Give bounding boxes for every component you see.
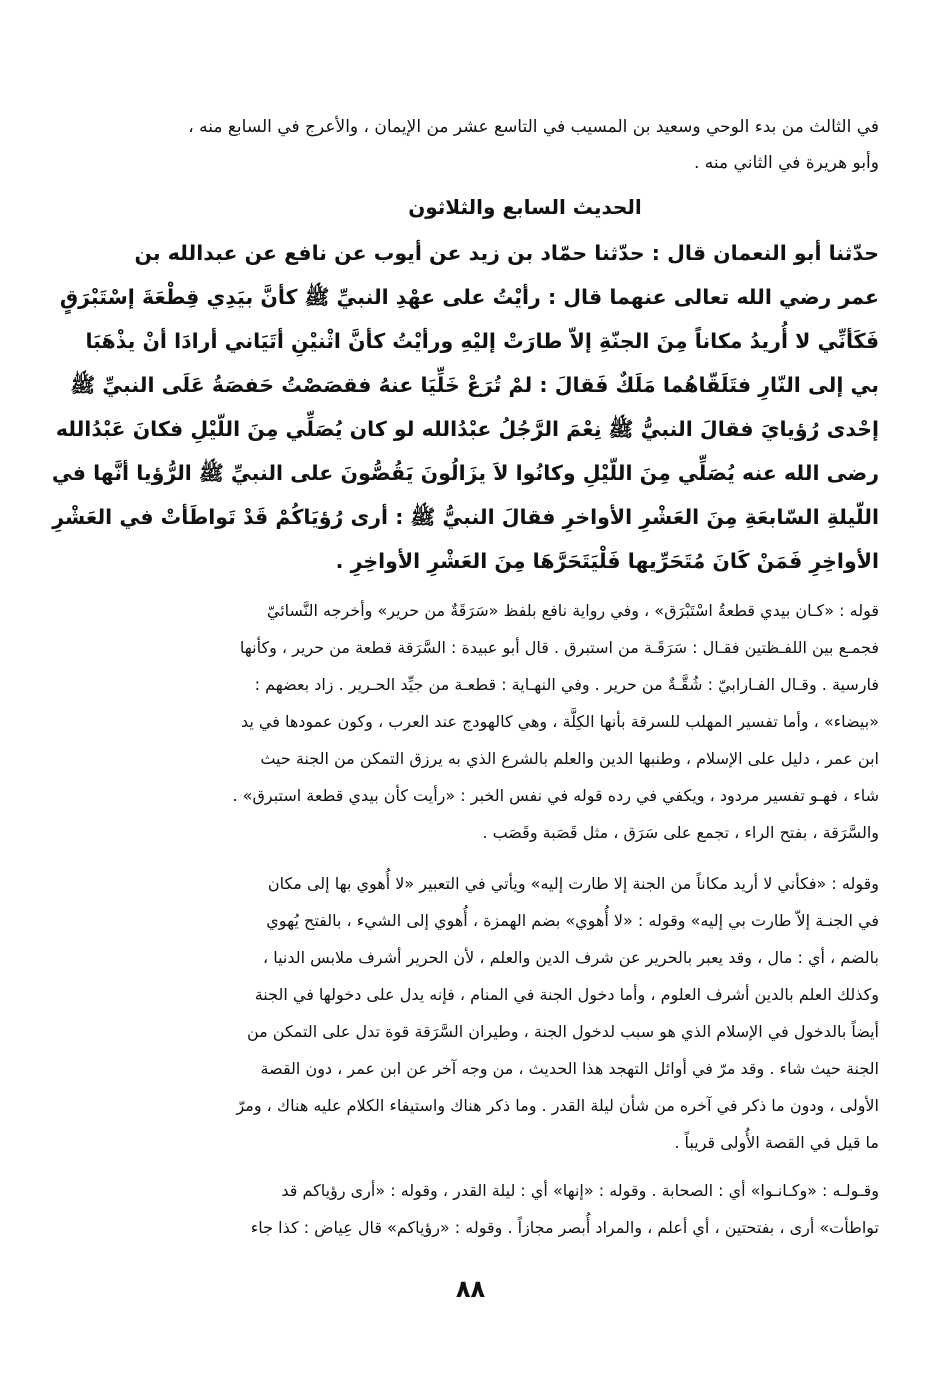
commentary-line: والسَّرَقة ، بفتح الراء ، تجمع على سَرَق ، مثل قَصَبة وقَصَب . bbox=[482, 823, 879, 842]
commentary-line: فارسية . وقـال الفـارابيّ : شُقَّـةٌ من حرير . وفي النهـاية : قطعـة من جيِّد الحـرير . زاد بعضهم : bbox=[254, 675, 879, 694]
intro-line: في الثالث من بدء الوحي وسعيد بن المسيب في التاسع عشر من الإيمان ، والأعرج في السابع منه ، bbox=[188, 117, 879, 137]
commentary-line: وقوله : «فكأني لا أريد مكاناً من الجنة إلا طارت إليه» ويأتي في التعبير «لا أُهوي بها إلى مكان bbox=[267, 874, 879, 893]
commentary-line: «بيضاء» ، وأما تفسير المهلب للسرقة بأنها الكِلَّة ، وهي كالهودج عند العرب ، وكون عمودها في يد bbox=[240, 712, 879, 731]
hadith-line: عمر رضي الله تعالى عنهما قال : رأيْتُ على عهْدِ النبيِّ ﷺ كأنَّ بيَدِي قِطْعَةَ إسْتَبْرَقٍ bbox=[59, 285, 879, 309]
hadith-line: الأواخِرِ فَمَنْ كَانَ مُتَحَرِّيها فَلْيَتَحَرَّهَا مِنَ العَشْرِ الأواخِرِ . bbox=[335, 549, 879, 573]
hadith-line: فَكَأنِّي لا أُريدُ مكاناً مِنَ الجنّةِ إلاّ طارَتْ إليْهِ ورأيْتُ كأنَّ اثْنيْنِ أتَيَاني أرادَا أنْ يذْهَبَا bbox=[85, 329, 879, 353]
hadith-line: اللّيلةِ السّابعَةِ مِنَ العَشْرِ الأواخرِ فقالَ النبيُّ ﷺ : أرى رُؤيَاكُمْ قَدْ تَواطَأتْ في العَشْرِ bbox=[52, 505, 879, 529]
hadith-line: حدّثنا أبو النعمان قال : حدّثنا حمّاد بن زيد عن أيوب عن نافع عن عبدالله بن bbox=[134, 241, 879, 265]
commentary-line: فجمـع بين اللفـظتين فقـال : سَرَقَـة من استبرق . قال أبو عبيدة : السَّرَقة قطعة من حرير ، وكأنها bbox=[239, 638, 879, 657]
commentary-line: الجنة حيث شاء . وقد مرّ في أوائل التهجد هذا الحديث ، من وجه آخر عن ابن عمر ، دون القصة bbox=[260, 1059, 879, 1078]
intro-line: وأبو هريرة في الثاني منه . bbox=[694, 153, 879, 173]
commentary-line: الأولى ، ودون ما ذكر في آخره من شأن ليلة القدر . وما ذكر هناك واستيفاء الكلام عليه هناك ، ومرّ bbox=[236, 1096, 879, 1115]
hadith-title: الحديث السابع والثلاثون bbox=[408, 195, 642, 219]
commentary-line: تواطأت» أرى ، بفتحتين ، أي أعلم ، والمراد أُبصر مجازاً . وقوله : «رؤياكم» قال عِياض : كذا جاء bbox=[250, 1218, 879, 1237]
commentary-line: ما قيل في القصة الأُولى قريباً . bbox=[674, 1133, 879, 1152]
commentary-line: في الجنـة إلاّ طارت بي إليه» وقوله : «لا أُهوي» بضم الهمزة ، أُهوي إلى الشيء ، بالفتح يُهوي bbox=[266, 911, 879, 930]
commentary-line: قوله : «كـان بيدي قطعةُ اسْتَبْرَق» ، وفي رواية نافع بلفظ «سَرَقَةٌ من حرير» وأخرجه النَّسائيّ bbox=[266, 601, 879, 620]
page-number: ٨٨ bbox=[455, 1275, 486, 1303]
commentary-line: وكذلك العلم بالدين أشرف العلوم ، وأما دخول الجنة في المنام ، فإنه يدل على دخولها في الجنة bbox=[254, 985, 879, 1004]
hadith-line: بي إلى النّارِ فتَلَقّاهُما مَلَكٌ فَقالَ : لمْ تُرَعْ خَلِّيَا عنهُ فقصَصْتُ حَفصَةُ عَلَى النبيِّ ﷺ bbox=[70, 373, 879, 397]
commentary-line: وقـولـه : «وكـانـوا» أي : الصحابة . وقوله : «إنها» أي : ليلة القدر ، وقوله : «أرى رؤياكم قد bbox=[281, 1181, 879, 1200]
hadith-line: رضى الله عنه يُصَلِّي مِنَ اللّيْلِ وكانُوا لاَ يزَالُونَ يَقُصُّونَ على النبيِّ ﷺ الرُّؤيا أنَّها في bbox=[51, 461, 879, 485]
commentary-line: أيضاً بالدخول في الإسلام الذي هو سبب لدخول الجنة ، وطيران السَّرَقة قوة تدل على التمكن من bbox=[246, 1022, 879, 1041]
hadith-line: إحْدى رُؤيايَ فقالَ النبيُّ ﷺ نِعْمَ الرَّجُلُ عبْدُالله لو كان يُصَلِّي مِنَ اللّيْلِ فكانَ عَبْدُالله bbox=[55, 417, 879, 441]
commentary-line: بالضم ، أي : مال ، وقد يعبر بالحرير عن شرف الدين والعلم ، لأن الحرير أشرف ملابس الدنيا ، bbox=[262, 948, 879, 967]
commentary-line: ابن عمر ، دليل على الإسلام ، وطنبها الدين والعلم بالشرع الذي به يرزق التمكن من الجنة حيث bbox=[260, 749, 879, 768]
commentary-line: شاء ، فهـو تفسير مردود ، ويكفي في رده قوله في نفس الخبر : «رأيت كأن بيدي قطعة استبرق» . bbox=[232, 786, 879, 805]
